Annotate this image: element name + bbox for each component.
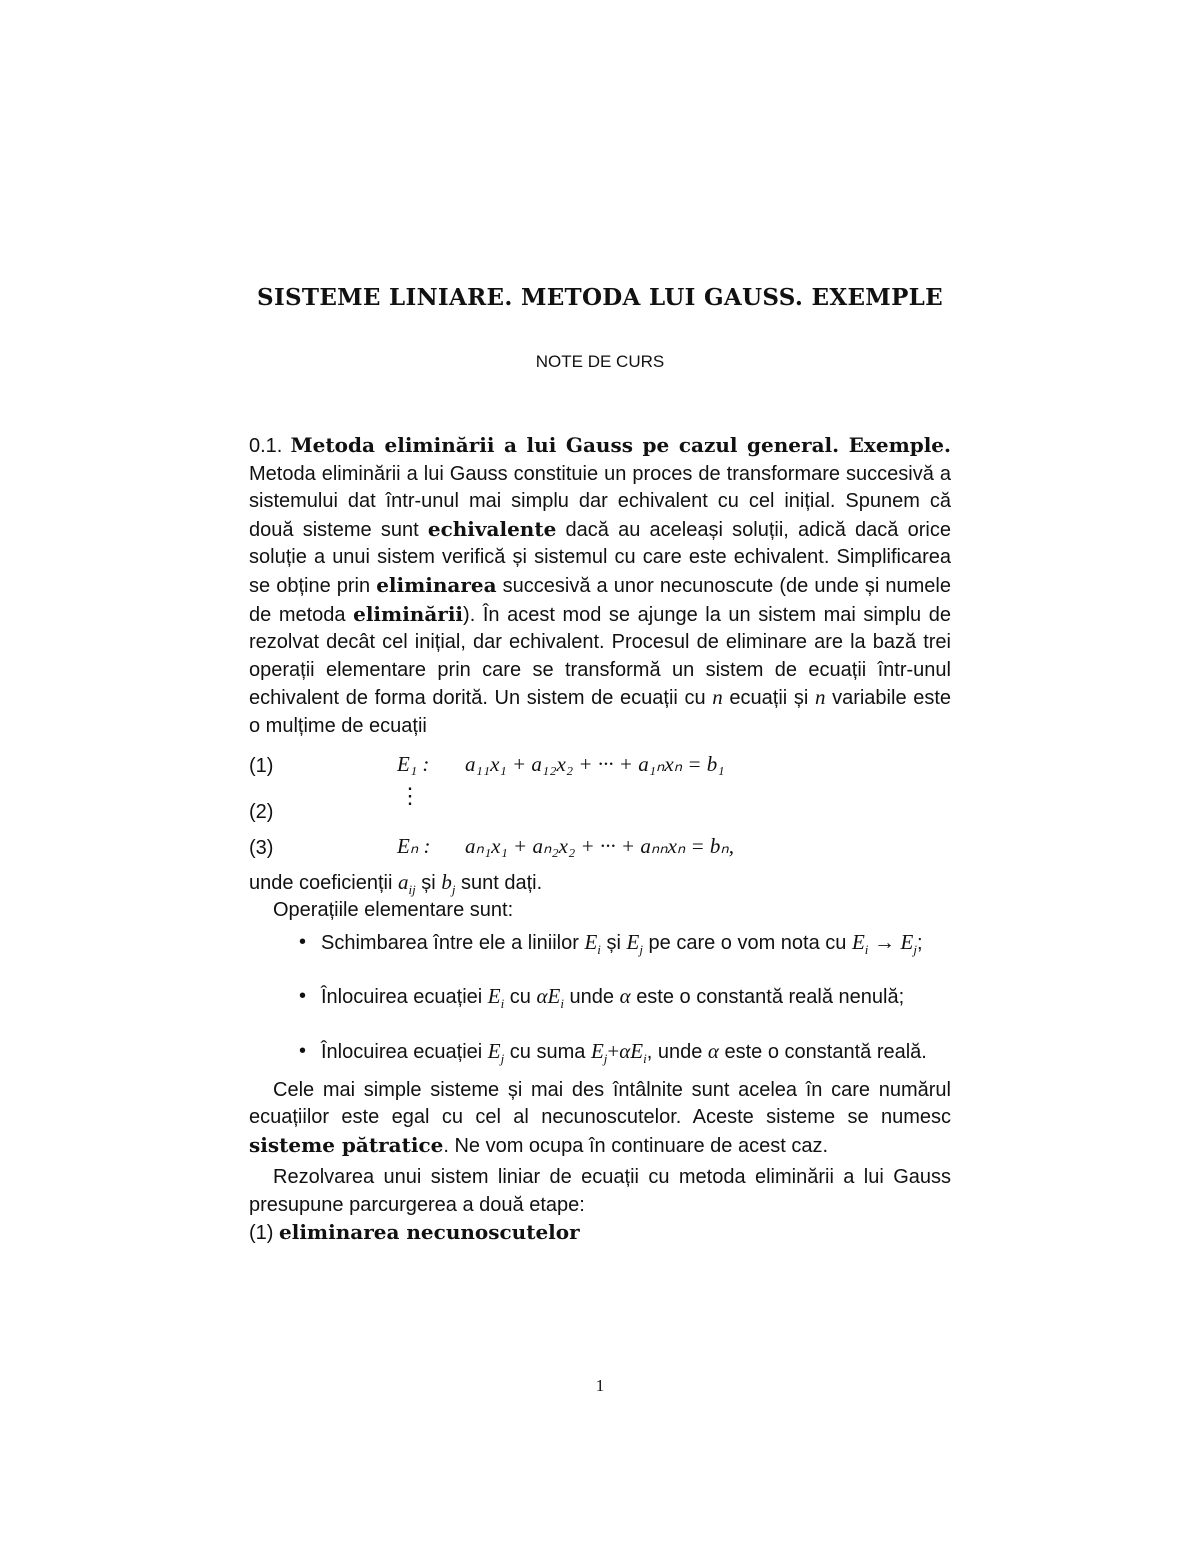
text-run: ecuații și bbox=[729, 687, 809, 710]
equation-1 bbox=[249, 751, 951, 797]
text-run: ). În acest mod se ajunge la un sistem mai simplu de rezolvat decât cel inițial, dar echivalent. Procesul de eliminare are la bază trei operații elementare prin care se transformă un sistem de ecuații într-unul echivalent de forma dorită. Un sistem de ecuații cu bbox=[249, 603, 951, 710]
equation-rhs: a₁₁x₁ + a₁₂x₂ + ··· + a₁ₙxₙ = b₁ bbox=[465, 751, 725, 776]
list-item: • Înlocuirea ecuației $E_i$ cu $\alpha E_i$ unde α este o constantă reală nenulă; bbox=[321, 983, 951, 1012]
paragraph-ops-intro: Operațiile elementare sunt: bbox=[273, 899, 514, 922]
list-item: • Înlocuirea ecuației $E_j$ cu suma $E_j+\alpha E_i$, unde α este o constantă reală. bbox=[321, 1038, 951, 1067]
equation-2 bbox=[249, 782, 951, 833]
bold-term: sisteme pătratice bbox=[249, 1132, 444, 1157]
math-var: n bbox=[814, 685, 826, 710]
equation-label: (1) bbox=[249, 754, 274, 777]
section-heading: Metoda eliminării a lui Gauss pe cazul general. Exemple. bbox=[290, 433, 951, 457]
equation-label: (3) bbox=[249, 836, 274, 859]
paragraph-gauss-steps: Rezolvarea unui sistem liniar de ecuații cu metoda eliminării a lui Gauss presupune parcurgerea a două etape: bbox=[249, 1166, 951, 1216]
paragraph-square-systems: Cele mai simple sisteme și mai des întâlnite sunt acelea în care numărul ecuațiilor este egal cu cel al necunoscutelor. Aceste sisteme se numesc sisteme pătratice. Ne vom ocupa în continuare de acest caz. bbox=[249, 1078, 951, 1157]
list-item: • Schimbarea între ele a liniilor $E_i$ și $E_j$ pe care o vom nota cu $E_i \to E_j$; bbox=[321, 929, 951, 958]
page-subtitle: NOTE DE CURS bbox=[535, 352, 665, 371]
step-item: (1) eliminarea necunoscutelor bbox=[249, 1220, 580, 1245]
text-run: unde coeficienții bbox=[249, 871, 393, 894]
page-title: SISTEME LINIARE. METODA LUI GAUSS. EXEMPLE bbox=[257, 284, 943, 311]
text-run: și bbox=[421, 871, 436, 894]
math-var: n bbox=[712, 685, 723, 710]
page-number: 1 bbox=[595, 1376, 605, 1395]
math-var: $b_j$ bbox=[441, 869, 456, 897]
equation-lhs: Eₙ : bbox=[397, 833, 431, 858]
equation-lhs: E₁ : bbox=[397, 751, 430, 776]
vertical-dots: ⋮ bbox=[399, 782, 421, 808]
operations-list bbox=[249, 929, 951, 1067]
section-number: 0.1. bbox=[249, 435, 283, 457]
equation-rhs: aₙ₁x₁ + aₙ₂x₂ + ··· + aₙₙxₙ = bₙ, bbox=[465, 833, 735, 858]
body-text bbox=[249, 432, 951, 1248]
equation-label: (2) bbox=[249, 800, 274, 823]
math-var: $a_{ij}$ bbox=[398, 869, 416, 897]
bold-term: echivalente bbox=[427, 516, 557, 541]
paragraph-coefficients bbox=[249, 869, 951, 898]
bold-term: eliminarea bbox=[376, 572, 497, 597]
paragraph-intro bbox=[249, 432, 951, 741]
text-run: sunt dați. bbox=[461, 871, 543, 894]
text-run: dacă au aceleași soluții, adică dacă orice soluție a unui sistem verifică și sistemul cu care este echivalent. Simplificarea se obține prin bbox=[249, 518, 951, 597]
text-run: succesivă a unor necunoscute (de unde și numele de metoda bbox=[249, 574, 951, 626]
text-run: variabile este o mulțime de ecuații bbox=[249, 687, 951, 737]
text-run: Metoda eliminării a lui Gauss constituie un proces de transformare succesivă a sistemului dat într-unul mai simplu dar echivalent cu cel inițial. Spunem că două sisteme sunt bbox=[249, 462, 951, 541]
bold-term: eliminării bbox=[353, 601, 464, 626]
equation-3 bbox=[249, 833, 951, 869]
